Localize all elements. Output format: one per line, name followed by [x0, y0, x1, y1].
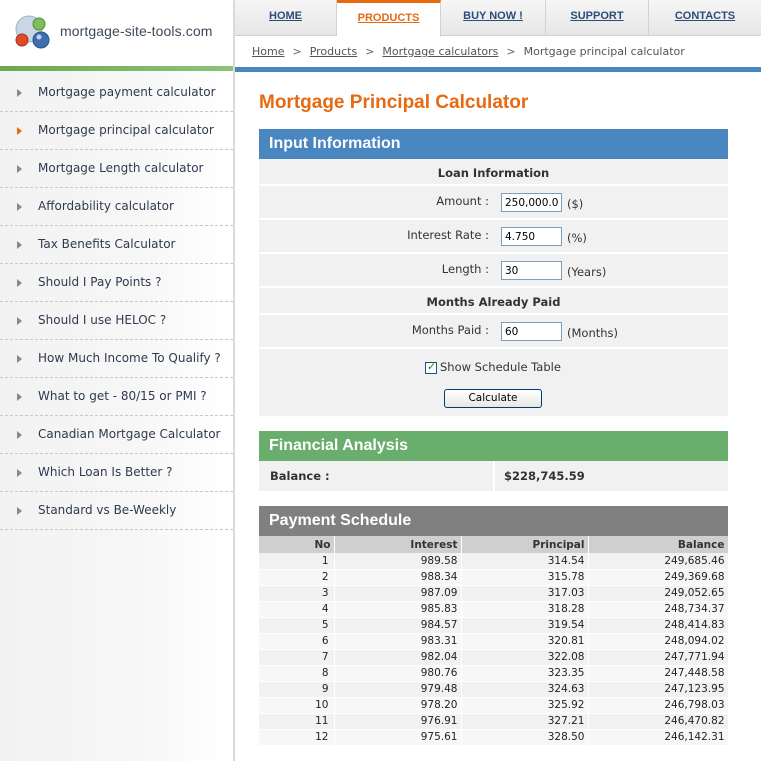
- arrow-right-icon: [17, 89, 22, 97]
- cell-principal: 323.35: [461, 665, 588, 681]
- sidebar-item-which-loan[interactable]: [0, 454, 233, 492]
- tab-contacts[interactable]: CONTACTS: [674, 10, 736, 22]
- cell-no: 2: [259, 569, 334, 585]
- cell-no: 8: [259, 665, 334, 681]
- arrow-right-icon: [17, 355, 22, 363]
- arrow-right-icon: [17, 431, 22, 439]
- cell-interest: 980.76: [334, 665, 461, 681]
- sidebar-accent-bar: [0, 66, 233, 71]
- cell-principal: 320.81: [461, 633, 588, 649]
- column-header-principal: Principal: [461, 536, 588, 553]
- sidebar-item-label: Tax Benefits Calculator: [38, 237, 176, 251]
- table-row: [259, 553, 728, 569]
- cell-balance: 246,470.82: [588, 713, 728, 729]
- left-sidebar: [0, 0, 233, 761]
- payment-schedule-table: [259, 536, 729, 746]
- arrow-right-icon: [17, 469, 22, 477]
- interest-rate-label: Interest Rate :: [407, 228, 489, 242]
- cell-interest: 976.91: [334, 713, 461, 729]
- sidebar-item-canadian-mortgage[interactable]: [0, 416, 233, 454]
- table-header-row: [259, 536, 728, 553]
- calculate-button[interactable]: Calculate: [444, 389, 542, 408]
- breadcrumb-home[interactable]: Home: [252, 45, 285, 58]
- sidebar-item-mortgage-principal[interactable]: [0, 112, 233, 150]
- header-accent-bar: [235, 67, 761, 72]
- cell-principal: 314.54: [461, 553, 588, 569]
- column-header-no: No: [259, 536, 334, 553]
- arrow-right-icon: [17, 393, 22, 401]
- cell-no: 10: [259, 697, 334, 713]
- table-row: [259, 665, 728, 681]
- cell-principal: 322.08: [461, 649, 588, 665]
- tab-support[interactable]: SUPPORT: [546, 0, 649, 36]
- cell-no: 3: [259, 585, 334, 601]
- sidebar-item-label: Canadian Mortgage Calculator: [38, 427, 221, 441]
- sidebar-item-income-to-qualify[interactable]: [0, 340, 233, 378]
- table-row: [259, 585, 728, 601]
- table-row: [259, 633, 728, 649]
- breadcrumb-current: Mortgage principal calculator: [523, 45, 685, 58]
- arrow-right-icon: [17, 241, 22, 249]
- cell-no: 7: [259, 649, 334, 665]
- sidebar-item-affordability[interactable]: [0, 188, 233, 226]
- length-unit: (Years): [567, 265, 607, 279]
- length-field[interactable]: [501, 261, 562, 280]
- sidebar-item-mortgage-payment[interactable]: [0, 74, 233, 112]
- cell-no: 5: [259, 617, 334, 633]
- arrow-right-icon: [17, 203, 22, 211]
- months-already-paid-row: [259, 288, 728, 315]
- balance-label: Balance :: [270, 469, 330, 483]
- cell-no: 9: [259, 681, 334, 697]
- months-paid-row: [259, 315, 728, 349]
- financial-analysis-heading: Financial Analysis: [259, 431, 728, 461]
- cell-no: 11: [259, 713, 334, 729]
- balance-value: $228,745.59: [504, 469, 585, 483]
- breadcrumb-separator: >: [506, 45, 516, 58]
- table-row: [259, 617, 728, 633]
- cell-balance: 248,094.02: [588, 633, 728, 649]
- cell-principal: 317.03: [461, 585, 588, 601]
- cell-no: 6: [259, 633, 334, 649]
- sidebar-item-label: Affordability calculator: [38, 199, 174, 213]
- table-row: [259, 649, 728, 665]
- interest-rate-row: [259, 220, 728, 254]
- table-row: [259, 681, 728, 697]
- cell-interest: 975.61: [334, 729, 461, 745]
- column-header-interest: Interest: [334, 536, 461, 553]
- table-row: [259, 569, 728, 585]
- length-row: [259, 254, 728, 288]
- table-row: [259, 729, 728, 745]
- logo-text: mortgage-site-tools.com: [60, 23, 213, 39]
- cell-balance: 246,142.31: [588, 729, 728, 745]
- sidebar-item-heloc[interactable]: [0, 302, 233, 340]
- cell-principal: 319.54: [461, 617, 588, 633]
- arrow-right-icon: [17, 507, 22, 515]
- payment-schedule-heading: Payment Schedule: [259, 506, 728, 536]
- months-paid-field[interactable]: [501, 322, 562, 341]
- sidebar-item-label: Should I use HELOC ?: [38, 313, 167, 327]
- amount-field[interactable]: [501, 193, 562, 212]
- cell-balance: 248,414.83: [588, 617, 728, 633]
- site-logo[interactable]: [0, 0, 233, 66]
- balance-divider: [493, 461, 495, 491]
- column-divider: [233, 0, 235, 761]
- sidebar-item-label: Mortgage principal calculator: [38, 123, 214, 137]
- sidebar-item-label: Mortgage Length calculator: [38, 161, 204, 175]
- logo-mark-icon: [12, 12, 56, 54]
- cell-no: 12: [259, 729, 334, 745]
- cell-interest: 982.04: [334, 649, 461, 665]
- breadcrumb-mortgage-calculators[interactable]: Mortgage calculators: [382, 45, 499, 58]
- cell-balance: 247,123.95: [588, 681, 728, 697]
- cell-interest: 978.20: [334, 697, 461, 713]
- cell-interest: 987.09: [334, 585, 461, 601]
- cell-balance: 249,685.46: [588, 553, 728, 569]
- cell-balance: 249,052.65: [588, 585, 728, 601]
- table-row: [259, 713, 728, 729]
- cell-balance: 246,798.03: [588, 697, 728, 713]
- show-schedule-label[interactable]: Show Schedule Table: [440, 360, 561, 374]
- cell-interest: 984.57: [334, 617, 461, 633]
- sidebar-item-label: What to get - 80/15 or PMI ?: [38, 389, 207, 403]
- amount-label: Amount :: [436, 194, 489, 208]
- cell-principal: 328.50: [461, 729, 588, 745]
- breadcrumb-separator: >: [292, 45, 302, 58]
- input-information-heading: Input Information: [259, 129, 728, 159]
- arrow-right-icon: [17, 317, 22, 325]
- cell-principal: 324.63: [461, 681, 588, 697]
- balance-row: [259, 461, 728, 491]
- months-paid-unit: (Months): [567, 326, 619, 340]
- arrow-right-icon: [17, 127, 22, 135]
- cell-balance: 249,369.68: [588, 569, 728, 585]
- tab-home[interactable]: HOME: [235, 0, 337, 36]
- sidebar-item-tax-benefits[interactable]: [0, 226, 233, 264]
- sidebar-item-label: Mortgage payment calculator: [38, 85, 216, 99]
- cell-interest: 985.83: [334, 601, 461, 617]
- table-row: [259, 697, 728, 713]
- cell-no: 1: [259, 553, 334, 569]
- interest-rate-unit: (%): [567, 231, 587, 245]
- interest-rate-field[interactable]: [501, 227, 562, 246]
- loan-information-row: [259, 159, 728, 186]
- checkmark-icon: ✓: [427, 360, 437, 373]
- cell-interest: 989.58: [334, 553, 461, 569]
- cell-principal: 318.28: [461, 601, 588, 617]
- tab-buy-now[interactable]: BUY NOW !: [441, 0, 546, 36]
- cell-no: 4: [259, 601, 334, 617]
- arrow-right-icon: [17, 165, 22, 173]
- sidebar-item-label: Should I Pay Points ?: [38, 275, 162, 289]
- amount-unit: ($): [567, 197, 584, 211]
- sidebar-item-label: Which Loan Is Better ?: [38, 465, 173, 479]
- months-already-paid-subheading: Months Already Paid: [426, 295, 561, 309]
- cell-interest: 988.34: [334, 569, 461, 585]
- cell-balance: 247,771.94: [588, 649, 728, 665]
- cell-interest: 983.31: [334, 633, 461, 649]
- sidebar-item-pay-points[interactable]: [0, 264, 233, 302]
- column-header-balance: Balance: [588, 536, 728, 553]
- cell-principal: 325.92: [461, 697, 588, 713]
- cell-balance: 248,734.37: [588, 601, 728, 617]
- show-schedule-checkbox[interactable]: [425, 362, 437, 374]
- amount-row: [259, 186, 728, 220]
- top-navigation: [235, 0, 761, 36]
- breadcrumb-products[interactable]: Products: [309, 45, 358, 58]
- page-title: Mortgage Principal Calculator: [259, 92, 529, 113]
- sidebar-item-80-15-or-pmi[interactable]: [0, 378, 233, 416]
- sidebar-item-label: How Much Income To Qualify ?: [38, 351, 221, 365]
- cell-interest: 979.48: [334, 681, 461, 697]
- tab-products[interactable]: PRODUCTS: [337, 0, 441, 37]
- length-label: Length :: [441, 262, 489, 276]
- cell-principal: 327.21: [461, 713, 588, 729]
- sidebar-item-label: Standard vs Be-Weekly: [38, 503, 177, 517]
- breadcrumb-separator: >: [365, 45, 375, 58]
- cell-principal: 315.78: [461, 569, 588, 585]
- cell-balance: 247,448.58: [588, 665, 728, 681]
- breadcrumb: [252, 45, 685, 58]
- loan-information-subheading: Loan Information: [437, 166, 550, 180]
- sidebar-item-mortgage-length[interactable]: [0, 150, 233, 188]
- sidebar-menu: [0, 74, 233, 530]
- arrow-right-icon: [17, 279, 22, 287]
- sidebar-item-standard-vs-biweekly[interactable]: [0, 492, 233, 530]
- months-paid-label: Months Paid :: [411, 323, 489, 337]
- table-row: [259, 601, 728, 617]
